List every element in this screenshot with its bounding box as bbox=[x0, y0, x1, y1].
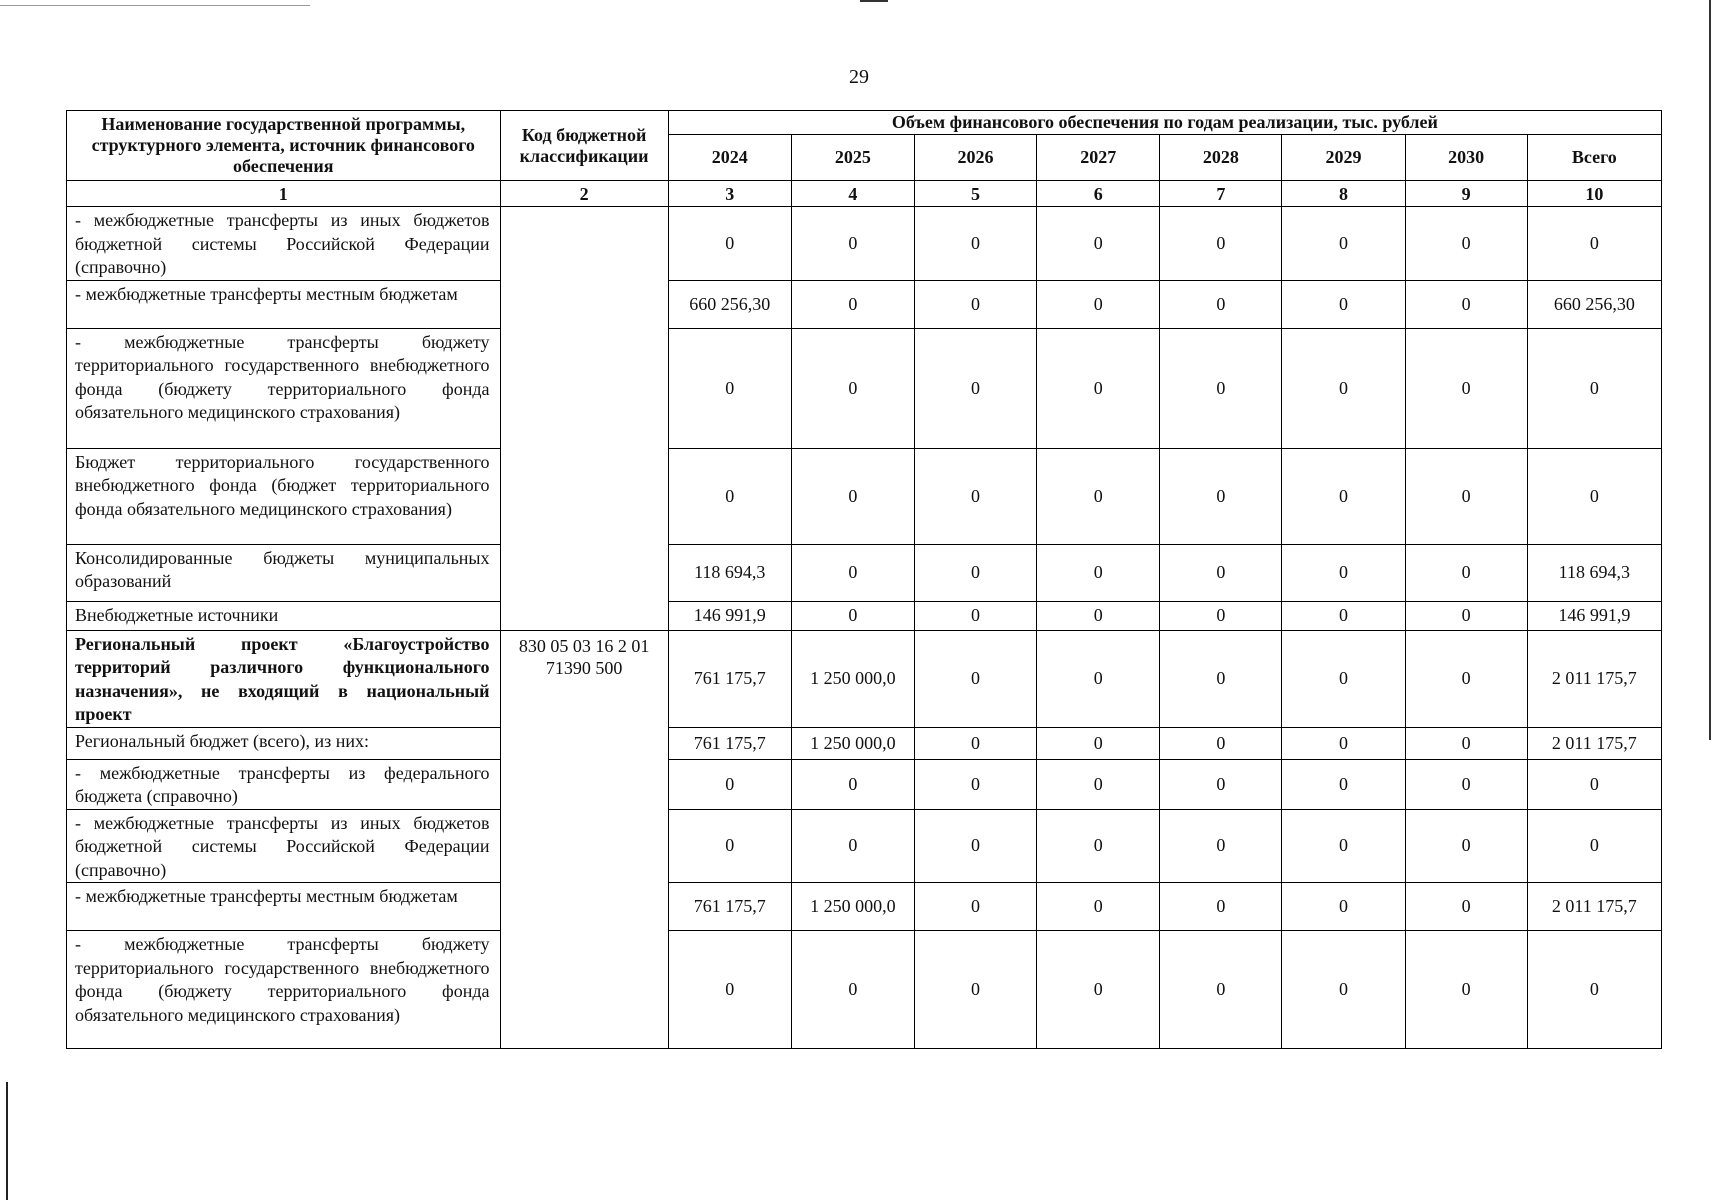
cell-value: 0 bbox=[1037, 883, 1160, 931]
cell-value: 0 bbox=[1282, 727, 1405, 759]
header-total: Всего bbox=[1527, 135, 1661, 181]
cell-value: 0 bbox=[668, 931, 791, 1049]
cell-value: 0 bbox=[914, 883, 1036, 931]
page-number: 29 bbox=[849, 66, 869, 88]
cell-value: 1 250 000,0 bbox=[791, 727, 914, 759]
cell-value: 0 bbox=[668, 207, 791, 281]
row-name: - межбюджетные трансферты местным бюджетам bbox=[67, 883, 501, 931]
scan-artifact-mark bbox=[860, 0, 888, 2]
row-name: Бюджет территориального государственного внебюджетного фонда (бюджет территориального фонда обязательного медицинского страхования) bbox=[67, 448, 501, 544]
column-number: 3 bbox=[668, 181, 791, 207]
cell-value: 0 bbox=[1282, 328, 1405, 448]
cell-value: 146 991,9 bbox=[1527, 601, 1661, 630]
cell-value: 761 175,7 bbox=[668, 630, 791, 727]
row-name: - межбюджетные трансферты бюджету территориального государственного внебюджетного фонда (бюджету территориального фонда обязательного медицинского страхования) bbox=[67, 931, 501, 1049]
row-name: - межбюджетные трансферты из федерального бюджета (справочно) bbox=[67, 759, 501, 809]
column-number: 5 bbox=[914, 181, 1036, 207]
cell-value: 0 bbox=[1282, 931, 1405, 1049]
cell-value: 1 250 000,0 bbox=[791, 883, 914, 931]
cell-value: 0 bbox=[914, 931, 1036, 1049]
header-volume: Объем финансового обеспечения по годам реализации, тыс. рублей bbox=[668, 111, 1661, 135]
cell-value: 0 bbox=[1160, 280, 1282, 328]
cell-value: 0 bbox=[1405, 931, 1527, 1049]
cell-value: 0 bbox=[1282, 809, 1405, 883]
table-row bbox=[67, 883, 1662, 931]
cell-value: 0 bbox=[1527, 328, 1661, 448]
column-number: 6 bbox=[1037, 181, 1160, 207]
cell-value: 0 bbox=[1037, 544, 1160, 601]
cell-value: 0 bbox=[1282, 448, 1405, 544]
cell-value: 0 bbox=[791, 601, 914, 630]
cell-value: 0 bbox=[914, 448, 1036, 544]
cell-value: 0 bbox=[914, 280, 1036, 328]
cell-value: 0 bbox=[1037, 630, 1160, 727]
header-year: 2030 bbox=[1405, 135, 1527, 181]
cell-value: 0 bbox=[668, 809, 791, 883]
cell-value: 0 bbox=[1282, 759, 1405, 809]
cell-value: 0 bbox=[1282, 601, 1405, 630]
cell-value: 0 bbox=[791, 544, 914, 601]
scan-artifact-edge bbox=[6, 1082, 8, 1200]
cell-value: 0 bbox=[1160, 883, 1282, 931]
cell-value: 2 011 175,7 bbox=[1527, 727, 1661, 759]
cell-value: 0 bbox=[1160, 544, 1282, 601]
cell-value: 0 bbox=[1037, 448, 1160, 544]
budget-code: 830 05 03 16 2 01 71390 500 bbox=[500, 630, 668, 1049]
cell-value: 0 bbox=[1405, 809, 1527, 883]
cell-value: 0 bbox=[1527, 809, 1661, 883]
column-number: 1 bbox=[67, 181, 501, 207]
cell-value: 0 bbox=[1405, 601, 1527, 630]
table-row bbox=[67, 544, 1662, 601]
cell-value: 0 bbox=[791, 280, 914, 328]
row-name: - межбюджетные трансферты из иных бюджетов бюджетной системы Российской Федерации (справочно) bbox=[67, 809, 501, 883]
column-number: 7 bbox=[1160, 181, 1282, 207]
cell-value: 660 256,30 bbox=[668, 280, 791, 328]
cell-value: 0 bbox=[1405, 328, 1527, 448]
cell-value: 0 bbox=[914, 809, 1036, 883]
cell-value: 0 bbox=[914, 544, 1036, 601]
cell-value: 0 bbox=[1037, 727, 1160, 759]
cell-value: 0 bbox=[791, 448, 914, 544]
table-row bbox=[67, 630, 1662, 727]
row-name: Консолидированные бюджеты муниципальных образований bbox=[67, 544, 501, 601]
table-row bbox=[67, 207, 1662, 281]
cell-value: 0 bbox=[1160, 448, 1282, 544]
cell-value: 0 bbox=[791, 759, 914, 809]
cell-value: 0 bbox=[1527, 207, 1661, 281]
cell-value: 0 bbox=[668, 759, 791, 809]
cell-value: 0 bbox=[1527, 448, 1661, 544]
cell-value: 2 011 175,7 bbox=[1527, 883, 1661, 931]
cell-value: 0 bbox=[1405, 759, 1527, 809]
cell-value: 0 bbox=[1160, 601, 1282, 630]
cell-value: 0 bbox=[1160, 207, 1282, 281]
row-name: Внебюджетные источники bbox=[67, 601, 501, 630]
cell-value: 0 bbox=[1405, 544, 1527, 601]
cell-value: 0 bbox=[668, 448, 791, 544]
cell-value: 0 bbox=[1282, 883, 1405, 931]
column-number: 9 bbox=[1405, 181, 1527, 207]
cell-value: 0 bbox=[1037, 931, 1160, 1049]
scan-artifact-edge bbox=[1709, 0, 1711, 740]
cell-value: 0 bbox=[1527, 931, 1661, 1049]
table-row bbox=[67, 809, 1662, 883]
cell-value: 0 bbox=[1037, 809, 1160, 883]
cell-value: 2 011 175,7 bbox=[1527, 630, 1661, 727]
table-row bbox=[67, 280, 1662, 328]
cell-value: 761 175,7 bbox=[668, 727, 791, 759]
table-row bbox=[67, 601, 1662, 630]
cell-value: 761 175,7 bbox=[668, 883, 791, 931]
cell-value: 0 bbox=[1405, 727, 1527, 759]
cell-value: 0 bbox=[1160, 809, 1282, 883]
cell-value: 0 bbox=[1037, 328, 1160, 448]
cell-value: 0 bbox=[791, 931, 914, 1049]
header-year: 2026 bbox=[914, 135, 1036, 181]
cell-value: 0 bbox=[914, 601, 1036, 630]
header-year: 2027 bbox=[1037, 135, 1160, 181]
cell-value: 0 bbox=[1037, 601, 1160, 630]
header-year: 2025 bbox=[791, 135, 914, 181]
table-row bbox=[67, 448, 1662, 544]
column-number: 2 bbox=[500, 181, 668, 207]
cell-value: 0 bbox=[1282, 280, 1405, 328]
cell-value: 0 bbox=[1037, 280, 1160, 328]
table-row bbox=[67, 328, 1662, 448]
cell-value: 0 bbox=[1160, 630, 1282, 727]
column-number: 8 bbox=[1282, 181, 1405, 207]
cell-value: 0 bbox=[1037, 207, 1160, 281]
budget-code bbox=[500, 207, 668, 631]
cell-value: 118 694,3 bbox=[668, 544, 791, 601]
cell-value: 0 bbox=[1527, 759, 1661, 809]
table-row bbox=[67, 759, 1662, 809]
cell-value: 0 bbox=[791, 328, 914, 448]
table-row bbox=[67, 931, 1662, 1049]
cell-value: 0 bbox=[914, 328, 1036, 448]
cell-value: 0 bbox=[914, 207, 1036, 281]
cell-value: 0 bbox=[1405, 207, 1527, 281]
cell-value: 0 bbox=[914, 759, 1036, 809]
cell-value: 0 bbox=[1160, 759, 1282, 809]
cell-value: 146 991,9 bbox=[668, 601, 791, 630]
cell-value: 0 bbox=[1037, 759, 1160, 809]
header-code: Код бюджетной классификации bbox=[500, 111, 668, 181]
row-name: - межбюджетные трансферты местным бюджетам bbox=[67, 280, 501, 328]
cell-value: 1 250 000,0 bbox=[791, 630, 914, 727]
row-name: - межбюджетные трансферты из иных бюджетов бюджетной системы Российской Федерации (справочно) bbox=[67, 207, 501, 281]
header-year: 2024 bbox=[668, 135, 791, 181]
table-row bbox=[67, 727, 1662, 759]
row-name: - межбюджетные трансферты бюджету территориального государственного внебюджетного фонда (бюджету территориального фонда обязательного медицинского страхования) bbox=[67, 328, 501, 448]
header-year: 2029 bbox=[1282, 135, 1405, 181]
row-name: Региональный бюджет (всего), из них: bbox=[67, 727, 501, 759]
row-name: Региональный проект «Благоустройство территорий различного функционального назначения», не входящий в национальный проект bbox=[67, 630, 501, 727]
cell-value: 0 bbox=[1160, 727, 1282, 759]
cell-value: 0 bbox=[1160, 328, 1282, 448]
cell-value: 0 bbox=[914, 727, 1036, 759]
cell-value: 0 bbox=[914, 630, 1036, 727]
cell-value: 0 bbox=[1405, 280, 1527, 328]
cell-value: 0 bbox=[1282, 630, 1405, 727]
header-year: 2028 bbox=[1160, 135, 1282, 181]
column-number: 10 bbox=[1527, 181, 1661, 207]
cell-value: 0 bbox=[1405, 448, 1527, 544]
scan-artifact-line bbox=[0, 5, 310, 6]
cell-value: 0 bbox=[1160, 931, 1282, 1049]
cell-value: 118 694,3 bbox=[1527, 544, 1661, 601]
cell-value: 0 bbox=[1282, 207, 1405, 281]
cell-value: 0 bbox=[1405, 630, 1527, 727]
cell-value: 0 bbox=[791, 207, 914, 281]
cell-value: 0 bbox=[668, 328, 791, 448]
cell-value: 0 bbox=[791, 809, 914, 883]
cell-value: 0 bbox=[1282, 544, 1405, 601]
cell-value: 660 256,30 bbox=[1527, 280, 1661, 328]
cell-value: 0 bbox=[1405, 883, 1527, 931]
header-name: Наименование государственной программы, структурного элемента, источник финансового обеспечения bbox=[67, 111, 501, 181]
column-number: 4 bbox=[791, 181, 914, 207]
financing-table bbox=[66, 110, 1662, 1049]
